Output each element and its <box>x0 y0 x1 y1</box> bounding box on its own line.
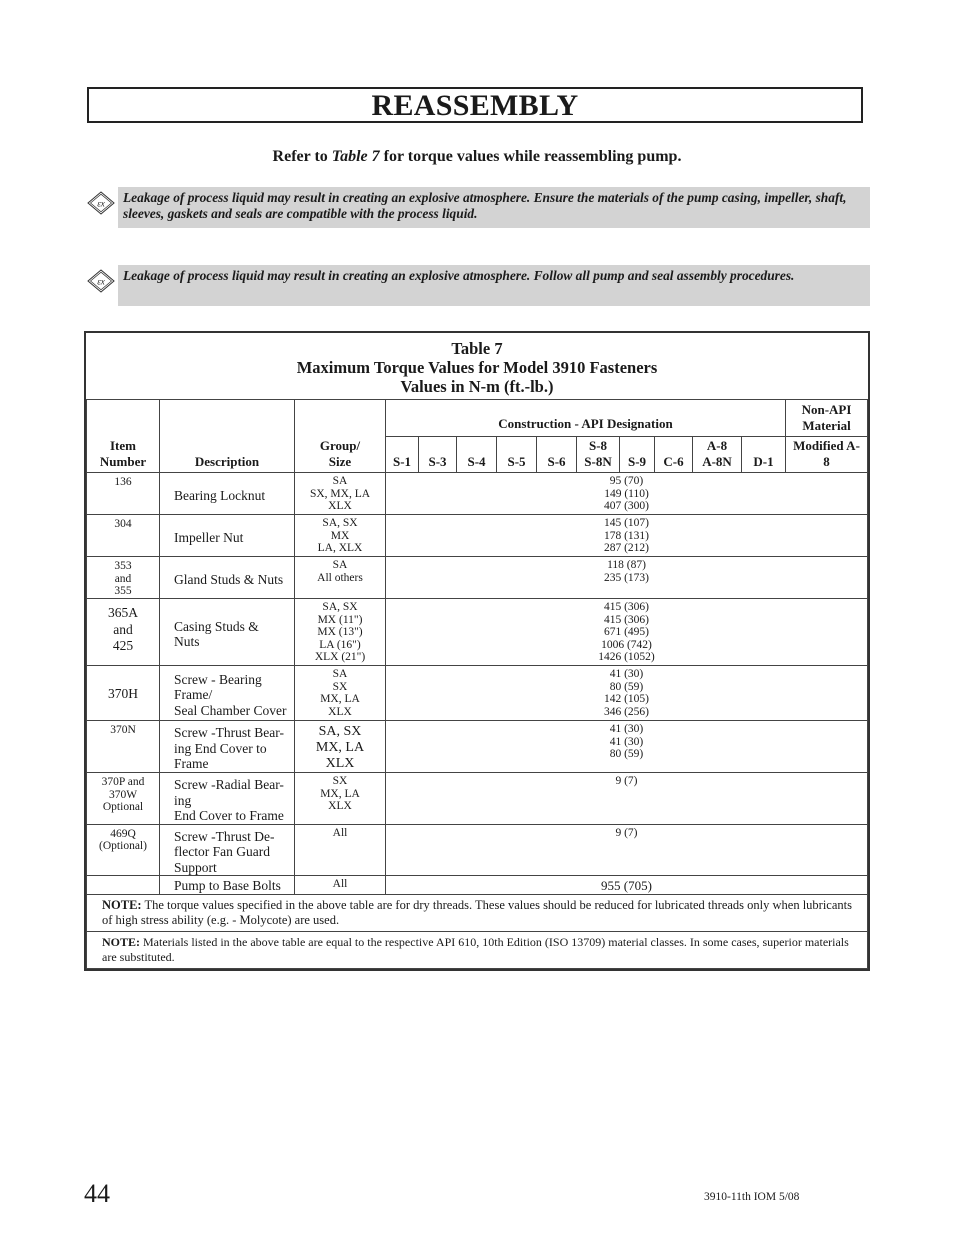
table-row <box>87 666 868 721</box>
header-non-api: Non-API Material <box>786 400 868 437</box>
description: Pump to Base Bolts <box>160 876 295 895</box>
group-size: SA, SX MX, LA XLX <box>295 721 386 773</box>
torque-values: 95 (70) 149 (110) 407 (300) <box>386 473 868 515</box>
note-text: Materials listed in the above table are equal to the respective API 610, 10th Edition (ISO 13709) material classes. In some cases, superior materials are substituted. <box>102 935 849 964</box>
torque-values: 415 (306) 415 (306) 671 (495) 1006 (742) 1426 (1052) <box>386 599 868 666</box>
group-size: SA, SX MX LA, XLX <box>295 515 386 557</box>
header-col-s4: S-4 <box>457 437 497 473</box>
header-col-s6: S-6 <box>537 437 577 473</box>
torque-values: 145 (107) 178 (131) 287 (212) <box>386 515 868 557</box>
table-caption <box>87 333 868 400</box>
header-col-s9: S-9 <box>620 437 655 473</box>
header-col-modified-a8: Modified A-8 <box>786 437 868 473</box>
note-label: NOTE: <box>102 898 142 912</box>
item-number: 365A and 425 <box>87 599 160 666</box>
item-number: 353 and 355 <box>87 557 160 599</box>
ex-icon <box>87 191 115 215</box>
item-number: 370P and 370W Optional <box>87 773 160 825</box>
header-item: Item Number <box>87 400 160 473</box>
group-size: All <box>295 876 386 895</box>
torque-table <box>84 331 870 971</box>
table-row <box>87 721 868 773</box>
ex-icon <box>87 269 115 293</box>
table-row <box>87 515 868 557</box>
warning-text-2: Leakage of process liquid may result in creating an explosive atmosphere. Follow all pump and seal assembly procedures. <box>118 265 870 306</box>
group-size: SA SX, MX, LA XLX <box>295 473 386 515</box>
header-col-a8: A-8 A-8N <box>693 437 742 473</box>
table-row <box>87 824 868 876</box>
description: Screw - Bearing Frame/ Seal Chamber Cover <box>160 666 295 721</box>
group-size: SA All others <box>295 557 386 599</box>
header-construction: Construction - API Designation <box>386 400 786 437</box>
description: Impeller Nut <box>160 515 295 557</box>
item-number: 304 <box>87 515 160 557</box>
header-col-s5: S-5 <box>497 437 537 473</box>
description: Casing Studs & Nuts <box>160 599 295 666</box>
item-number <box>87 876 160 895</box>
header-group: Group/ Size <box>295 400 386 473</box>
group-size: All <box>295 824 386 876</box>
table-note-1 <box>87 895 868 932</box>
svg-text:εx: εx <box>97 198 105 209</box>
description: Screw -Radial Bear- ing End Cover to Frame <box>160 773 295 825</box>
svg-text:εx: εx <box>97 276 105 287</box>
table-row <box>87 773 868 825</box>
torque-values: 9 (7) <box>386 824 868 876</box>
title-box <box>87 87 863 123</box>
header-description: Description <box>160 400 295 473</box>
description: Screw -Thrust Bear- ing End Cover to Frame <box>160 721 295 773</box>
table-row <box>87 557 868 599</box>
description: Bearing Locknut <box>160 473 295 515</box>
intro-after: for torque values while reassembling pump. <box>379 148 682 165</box>
torque-values: 955 (705) <box>386 876 868 895</box>
note-label: NOTE: <box>102 935 141 949</box>
caption-line-1: Table 7 <box>451 339 503 358</box>
group-size: SA, SX MX (11") MX (13") LA (16") XLX (21") <box>295 599 386 666</box>
description: Gland Studs & Nuts <box>160 557 295 599</box>
warning-text-1: Leakage of process liquid may result in creating an explosive atmosphere. Ensure the materials of the pump casing, impeller, shaft, sleeves, gaskets and seals are compatible with the process liquid. <box>118 187 870 228</box>
table-row <box>87 473 868 515</box>
torque-values: 118 (87) 235 (173) <box>386 557 868 599</box>
item-number: 469Q (Optional) <box>87 824 160 876</box>
header-col-s8: S-8 S-8N <box>577 437 620 473</box>
intro-text <box>0 148 954 166</box>
header-col-s1: S-1 <box>386 437 419 473</box>
header-col-s3: S-3 <box>419 437 457 473</box>
item-number: 136 <box>87 473 160 515</box>
caption-line-2: Maximum Torque Values for Model 3910 Fasteners <box>296 358 658 377</box>
table-note-2 <box>87 932 868 969</box>
note-text: The torque values specified in the above table are for dry threads. These values should be reduced for lubricated threads only when lubricants of high stress ability (e.g. - Molycote) are used. <box>102 898 852 927</box>
item-number: 370N <box>87 721 160 773</box>
header-col-c6: C-6 <box>655 437 693 473</box>
group-size: SA SX MX, LA XLX <box>295 666 386 721</box>
torque-values: 9 (7) <box>386 773 868 825</box>
table-row <box>87 599 868 666</box>
warning-2 <box>87 265 870 306</box>
page-number: 44 <box>84 1179 110 1208</box>
torque-values: 41 (30) 80 (59) 142 (105) 346 (256) <box>386 666 868 721</box>
description: Screw -Thrust De- flector Fan Guard Support <box>160 824 295 876</box>
table-row <box>87 876 868 895</box>
intro-table-ref: Table 7 <box>331 148 380 165</box>
caption-line-3: Values in N-m (ft.-lb.) <box>400 377 554 396</box>
torque-values: 41 (30) 41 (30) 80 (59) <box>386 721 868 773</box>
intro-before: Refer to <box>272 148 332 165</box>
warning-1 <box>87 187 870 228</box>
document-id: 3910-11th IOM 5/08 <box>704 1191 800 1203</box>
header-col-d1: D-1 <box>742 437 786 473</box>
page-title: REASSEMBLY <box>371 89 579 122</box>
group-size: SX MX, LA XLX <box>295 773 386 825</box>
item-number: 370H <box>87 666 160 721</box>
